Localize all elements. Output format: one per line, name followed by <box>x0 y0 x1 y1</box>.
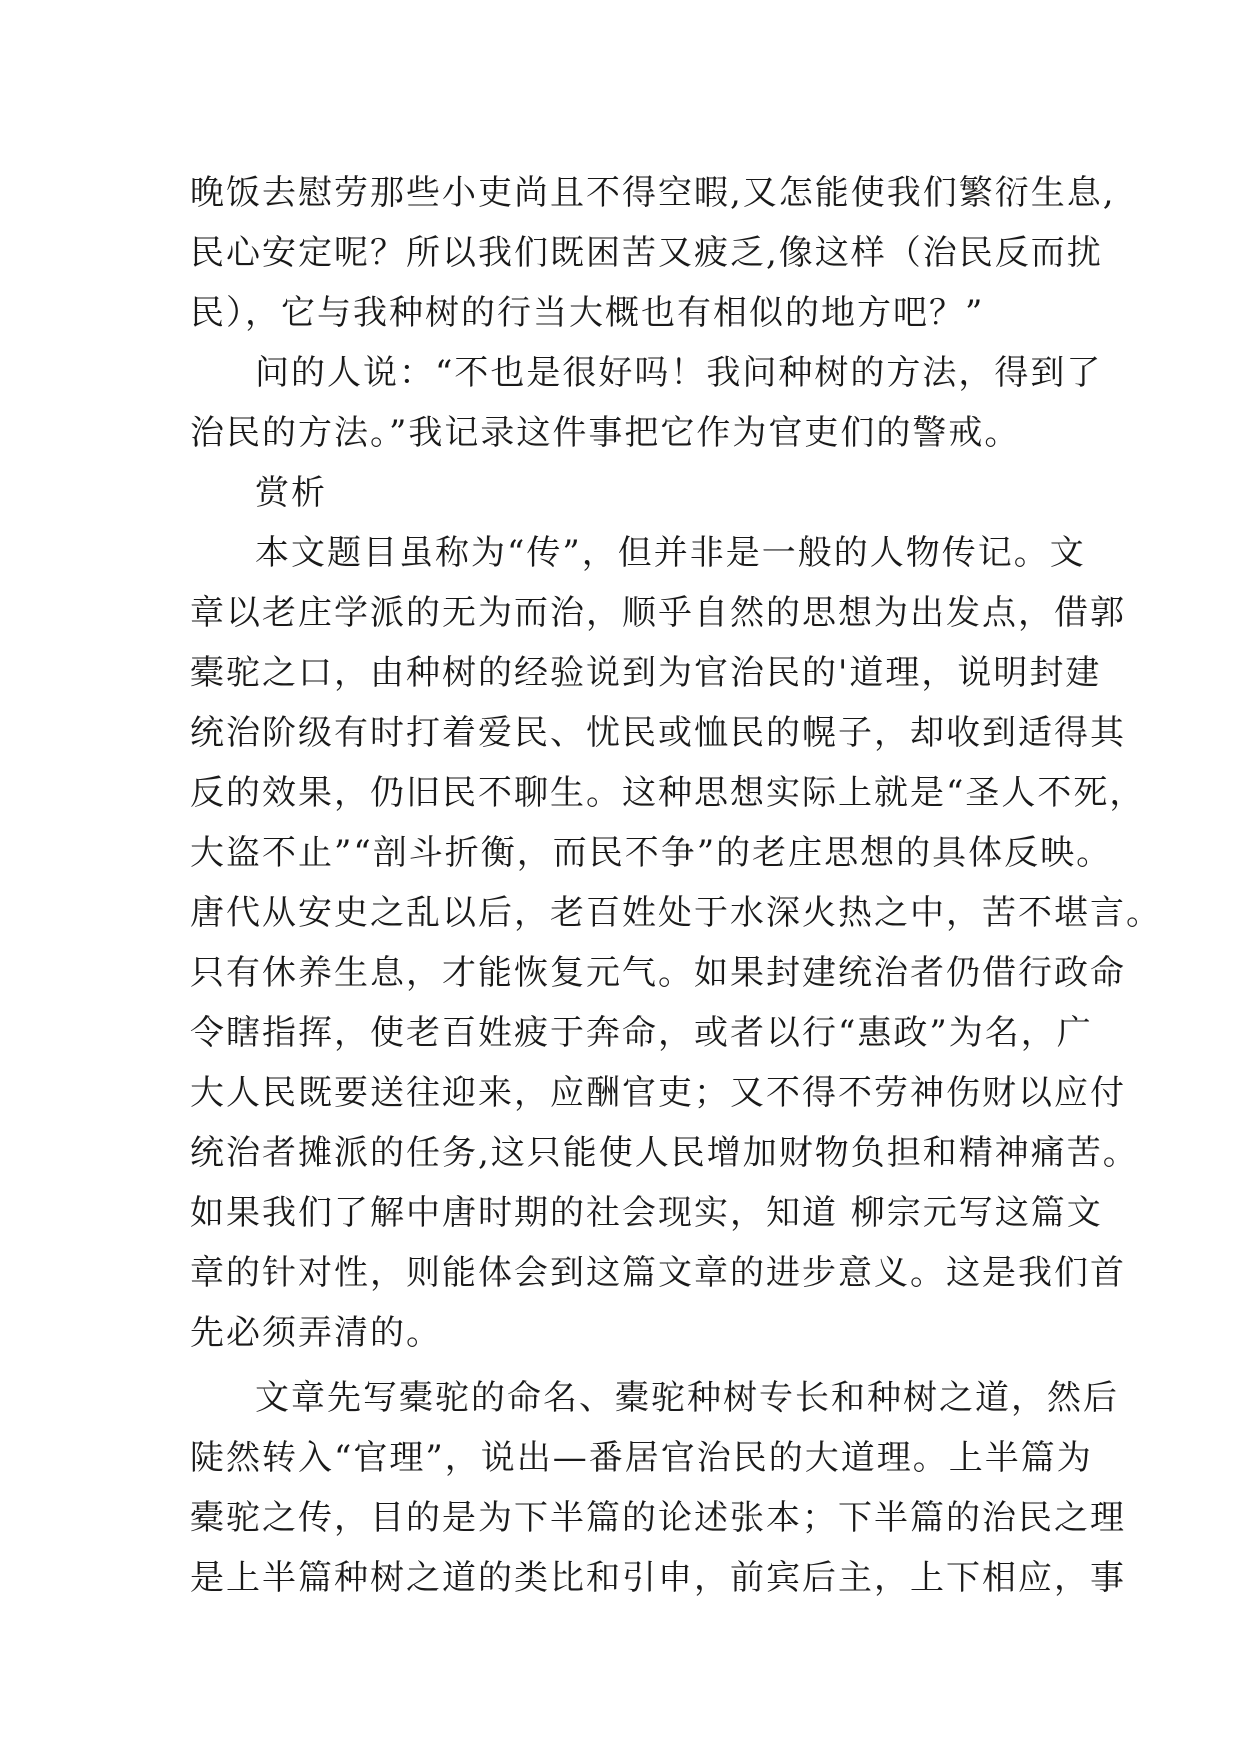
text-line: 民），它与我种树的行当大概也有相似的地方吧？” <box>190 293 985 333</box>
text-line: 章以老庄学派的无为而治，顺乎自然的思想为出发点，借郭 <box>190 593 1126 633</box>
text-line: 问的人说：“不也是很好吗！我问种树的方法，得到了 <box>255 353 1103 393</box>
text-line: 治民的方法。”我记录这件事把它作为官吏们的警戒。 <box>190 413 1021 453</box>
text-line: 文章先写橐驼的命名、橐驼种树专长和种树之道，然后 <box>255 1378 1119 1418</box>
text-line: 唐代从安史之乱以后，老百姓处于水深火热之中，苦不堪言。 <box>190 893 1162 933</box>
text-line: 晚饭去慰劳那些小吏尚且不得空暇,又怎能使我们繁衍生息, <box>190 173 1116 213</box>
text-line: 大人民既要送往迎来，应酬官吏；又不得不劳神伤财以应付 <box>190 1073 1126 1113</box>
text-line: 民心安定呢？所以我们既困苦又疲乏,像这样（治民反而扰 <box>190 233 1103 273</box>
text-line: 只有休养生息，才能恢复元气。如果封建统治者仍借行政命 <box>190 953 1126 993</box>
text-line: 如果我们了解中唐时期的社会现实，知道 柳宗元写这篇文 <box>190 1193 1103 1233</box>
text-line: 统治阶级有时打着爱民、忧民或恤民的幌子，却收到适得其 <box>190 713 1126 753</box>
text-line: 橐驼之传，目的是为下半篇的论述张本；下半篇的治民之理 <box>190 1498 1126 1538</box>
text-line: 本文题目虽称为“传”，但并非是一般的人物传记。文 <box>255 533 1086 573</box>
text-line: 陡然转入“官理”，说出—番居官治民的大道理。上半篇为 <box>190 1438 1093 1478</box>
text-line: 反的效果，仍旧民不聊生。这种思想实际上就是“圣人不死， <box>190 773 1146 813</box>
section-heading: 赏析 <box>255 473 327 513</box>
text-line: 统治者摊派的任务,这只能使人民增加财物负担和精神痛苦。 <box>190 1133 1139 1173</box>
text-line: 橐驼之口，由种树的经验说到为官治民的'道理，说明封建 <box>190 653 1102 693</box>
text-line: 令瞎指挥，使老百姓疲于奔命，或者以行“惠政”为名，广 <box>190 1013 1093 1053</box>
text-line: 大盗不止”“剖斗折衡，而民不争”的老庄思想的具体反映。 <box>190 833 1113 873</box>
text-line: 是上半篇种树之道的类比和引申，前宾后主，上下相应，事 <box>190 1558 1126 1598</box>
text-line: 章的针对性，则能体会到这篇文章的进步意义。这是我们首 <box>190 1253 1126 1293</box>
text-line: 先必须弄清的。 <box>190 1313 442 1353</box>
